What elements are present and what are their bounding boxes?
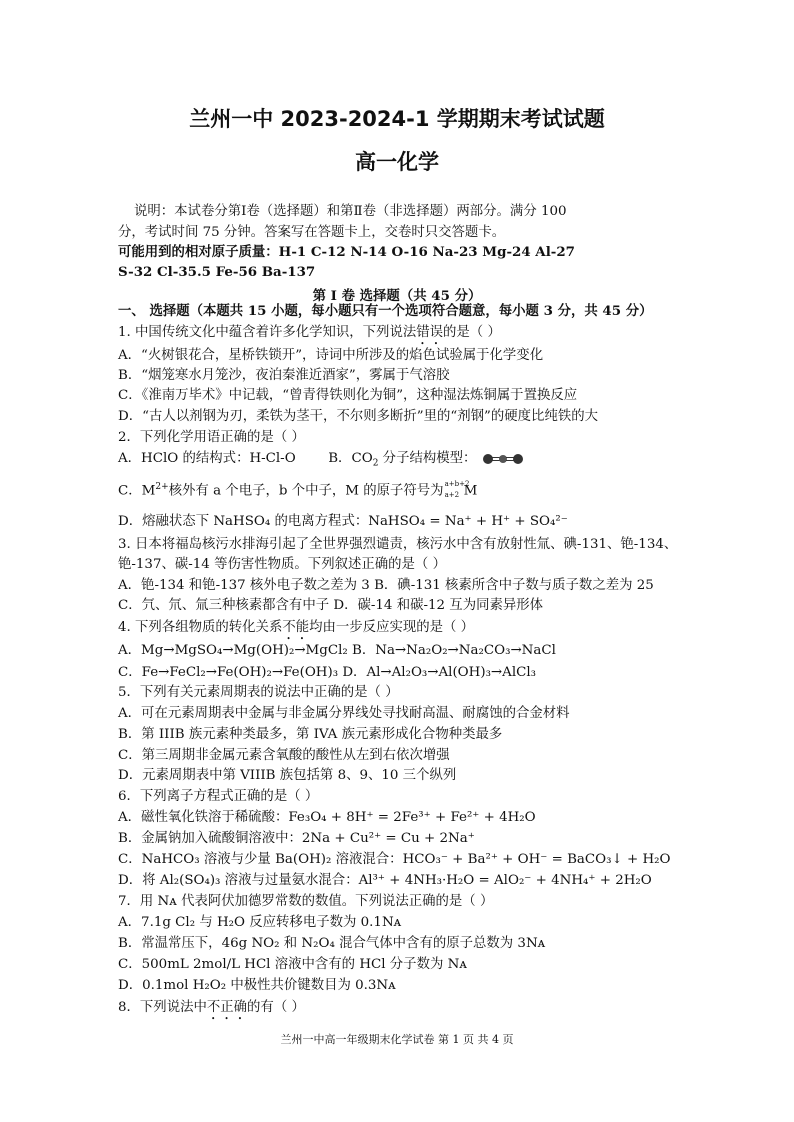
q7-option-a: A．7.1g Cl₂ 与 H₂O 反应转移电子数为 0.1Nᴀ bbox=[118, 915, 402, 930]
q7-option-c: C．500mL 2mol/L HCl 溶液中含有的 HCl 分子数为 Nᴀ bbox=[118, 957, 467, 972]
q2-option-c: C．$M^{2+}$核外有 a 个电子，b 个中子，M 的原子符号为 a+b+2 a+2 M bbox=[118, 480, 478, 499]
exam-subject: 高一化学 bbox=[355, 150, 439, 174]
q2-option-a: A．HClO 的结构式：H-Cl-O bbox=[118, 451, 296, 466]
atomic-masses-2: S-32 Cl-35.5 Fe-56 Ba-137 bbox=[118, 264, 316, 280]
q5-option-d: D．元素周期表中第 VIIIB 族包括第 8、9、10 三个纵列 bbox=[118, 768, 457, 783]
question-6-stem: 6．下列离子方程式正确的是（ ） bbox=[118, 789, 319, 804]
isotope-notation: a+b+2 a+2 bbox=[444, 480, 470, 499]
q6-option-b: B．金属钠加入硫酸铜溶液中：2Na + Cu²⁺ = Cu + 2Na⁺ bbox=[118, 831, 475, 846]
exam-title: 兰州一中 2023-2024-1 学期期末考试试题 bbox=[189, 107, 605, 131]
q6-option-c: C．NaHCO₃ 溶液与少量 Ba(OH)₂ 溶液混合：HCO₃⁻ + Ba²⁺ + OH⁻ = BaCO₃↓ + H₂O bbox=[118, 852, 671, 867]
q5-option-c: C．第三周期非金属元素含氧酸的酸性从左到右依次增强 bbox=[118, 748, 450, 763]
q2-options-ab: A．HClO 的结构式：H-Cl-O B．$CO_2$ 分子结构模型： bbox=[118, 452, 526, 465]
q3-options-cd: C．氕、氘、氚三种核素都含有中子 D．碳-14 和碳-12 互为同素异形体 bbox=[118, 598, 544, 613]
q2-option-b: B． bbox=[328, 451, 352, 466]
question-4-stem: 4. 下列各组物质的转化关系不能均由一步反应实现的是（ ） bbox=[118, 620, 475, 635]
intro-line-2: 分，考试时间 75 分钟。答案写在答题卡上，交卷时只交答题卡。 bbox=[118, 225, 506, 240]
q5-option-b: B．第 IIIB 族元素种类最多，第 IVA 族元素形成化合物种类最多 bbox=[118, 727, 503, 742]
q7-option-d: D．0.1mol H₂O₂ 中极性共价键数目为 0.3Nᴀ bbox=[118, 978, 396, 993]
q7-option-b: B．常温常压下，46g NO₂ 和 N₂O₄ 混合气体中含有的原子总数为 3Nᴀ bbox=[118, 936, 546, 951]
q1-option-b: B．“烟笼寒水月笼沙，夜泊秦淮近酒家”，雾属于气溶胶 bbox=[118, 368, 450, 383]
question-7-stem: 7．用 Nᴀ 代表阿伏加德罗常数的数值。下列说法正确的是（ ） bbox=[118, 894, 494, 909]
q3-options-ab: A．铯-134 和铯-137 核外电子数之差为 3 B．碘-131 核素所含中子数与质子数之差为 25 bbox=[118, 578, 654, 593]
emphasis-word: 不正确 bbox=[206, 1000, 248, 1015]
q1-option-c: C．《淮南万毕术》中记载，“曾青得铁则化为铜”，这种湿法炼铜属于置换反应 bbox=[118, 388, 578, 403]
emphasis-word: 错误 bbox=[416, 325, 444, 340]
atomic-masses-1: 可能用到的相对原子质量：H-1 C-12 N-14 O-16 Na-23 Mg-24 Al-27 bbox=[118, 244, 575, 260]
q6-option-d: D．将 Al₂(SO₄)₃ 溶液与过量氨水混合：Al³⁺ + 4NH₃·H₂O = AlO₂⁻ + 4NH₄⁺ + 2H₂O bbox=[118, 873, 652, 888]
q2-option-d: D．熔融状态下 NaHSO₄ 的电离方程式：NaHSO₄ = Na⁺ + H⁺ + SO₄²⁻ bbox=[118, 514, 568, 529]
part-instructions: 一、 选择题（本题共 15 小题，每小题只有一个选项符合题意，每小题 3 分，共 45 分） bbox=[118, 303, 653, 319]
question-2-stem: 2．下列化学用语正确的是（ ） bbox=[118, 430, 305, 445]
co2-model-icon bbox=[480, 453, 526, 465]
q5-option-a: A．可在元素周期表中金属与非金属分界线处寻找耐高温、耐腐蚀的合金材料 bbox=[118, 706, 570, 721]
q6-option-a: A．磁性氧化铁溶于稀硫酸：Fe₃O₄ + 8H⁺ = 2Fe³⁺ + Fe²⁺ + 4H₂O bbox=[118, 810, 536, 825]
emphasis-word: 不能 bbox=[282, 620, 310, 635]
q1-option-d: D．“古人以剂钢为刃，柔铁为茎干，不尔则多断折”里的“剂钢”的硬度比纯铁的大 bbox=[118, 409, 599, 424]
intro-line-1: 说明：本试卷分第Ⅰ卷（选择题）和第Ⅱ卷（非选择题）两部分。满分 100 bbox=[134, 204, 567, 219]
question-1-stem: 1. 中国传统文化中蕴含着许多化学知识，下列说法错误的是（ ） bbox=[118, 325, 501, 340]
q4-options-cd: C．Fe→FeCl₂→Fe(OH)₂→Fe(OH)₃ D．Al→Al₂O₃→Al(OH)₃→AlCl₃ bbox=[118, 665, 537, 680]
q1-option-a: A．“火树银花合，星桥铁锁开”，诗词中所涉及的焰色试验属于化学变化 bbox=[118, 348, 544, 363]
section-heading: 第 I 卷 选择题（共 45 分） bbox=[312, 288, 482, 304]
question-8-stem: 8．下列说法中不正确的有（ ） bbox=[118, 1000, 305, 1015]
q4-options-ab: A．Mg→MgSO₄→Mg(OH)₂→MgCl₂ B．Na→Na₂O₂→Na₂CO₃→NaCl bbox=[118, 643, 556, 658]
question-3-stem-2: 铯-137、碳-14 等伤害性物质。下列叙述正确的是（ ） bbox=[118, 557, 446, 572]
question-3-stem-1: 3. 日本将福岛核污水排海引起了全世界强烈谴责，核污水中含有放射性氚、碘-131、铯-134、 bbox=[118, 537, 678, 552]
question-5-stem: 5．下列有关元素周期表的说法中正确的是（ ） bbox=[118, 685, 399, 700]
page-footer: 兰州一中高一年级期末化学试卷 第 1 页 共 4 页 bbox=[280, 1033, 514, 1046]
